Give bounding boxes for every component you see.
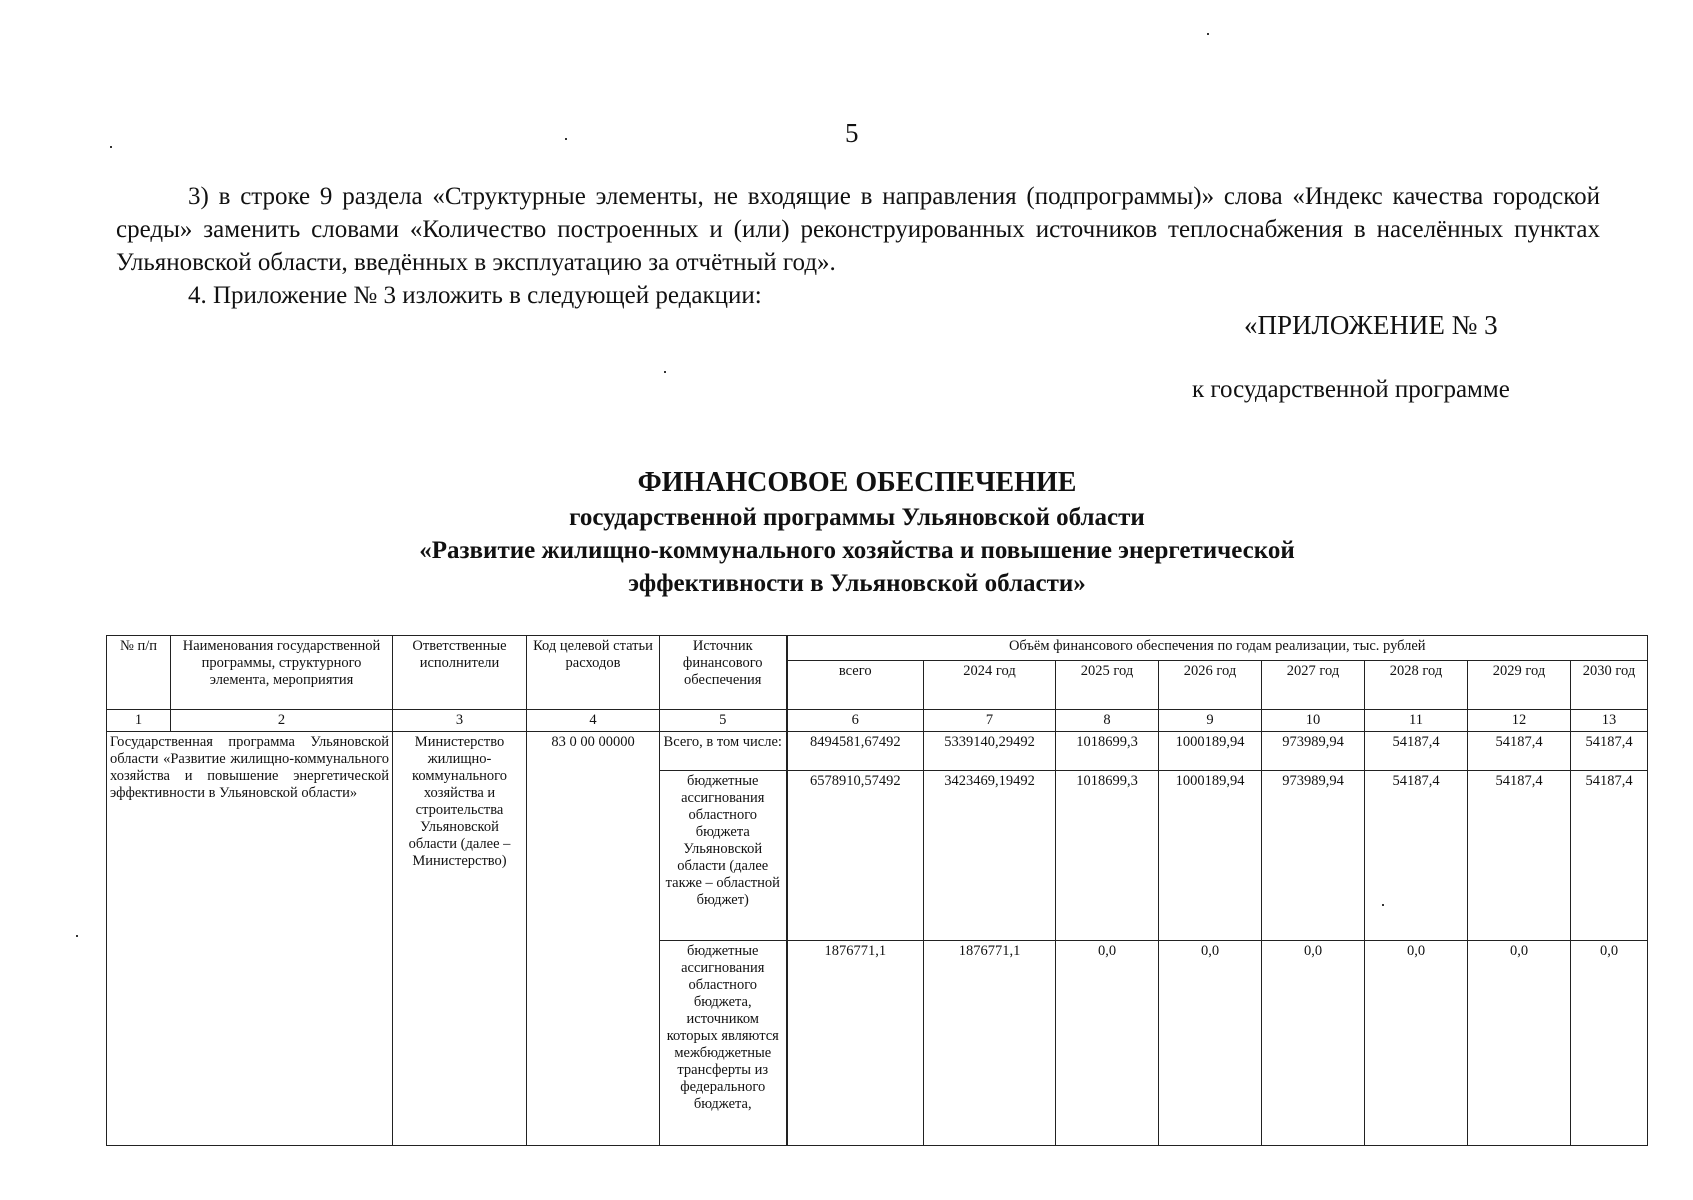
column-number: 5	[660, 710, 787, 732]
value-cell: 973989,94	[1262, 732, 1365, 771]
amendment-paragraph-3: 3) в строке 9 раздела «Структурные элементы, не входящие в направления (подпрограммы)» слова «Индекс качества городской среды» заменить словами «Количество построенных и (или) реконструированных источников теплоснабжения в населённых пунктах Ульяновской области, введённых в эксплуатацию за отчётный год».	[116, 183, 1600, 276]
column-number: 13	[1571, 710, 1648, 732]
value-cell: 0,0	[1365, 941, 1468, 1146]
value-cell: 1876771,1	[787, 941, 924, 1146]
header-total: всего	[787, 661, 924, 710]
column-number-row	[107, 710, 1648, 732]
value-cell: 5339140,29492	[924, 732, 1056, 771]
scan-speck	[76, 935, 78, 937]
amendment-paragraph-4: 4. Приложение № 3 изложить в следующей редакции:	[188, 282, 762, 309]
column-number: 12	[1468, 710, 1571, 732]
table-row	[107, 732, 1648, 771]
value-cell: 1876771,1	[924, 941, 1056, 1146]
column-number: 10	[1262, 710, 1365, 732]
header-num: № п/п	[107, 636, 171, 710]
value-cell: 0,0	[1262, 941, 1365, 1146]
column-number: 4	[527, 710, 660, 732]
value-cell: 3423469,19492	[924, 771, 1056, 941]
scan-speck	[1207, 33, 1209, 35]
page-number: 5	[845, 118, 859, 148]
value-cell: 54187,4	[1571, 732, 1648, 771]
value-cell: 1018699,3	[1056, 771, 1159, 941]
column-number: 9	[1159, 710, 1262, 732]
value-cell: 1000189,94	[1159, 771, 1262, 941]
source-cell-total: Всего, в том числе:	[660, 732, 787, 771]
source-cell-federal: бюджетные ассигнования областного бюджета, источником которых являются межбюджетные трансферты из федерального бюджета,	[660, 941, 787, 1146]
appendix-subtitle: к государственной программе	[1192, 376, 1510, 403]
header-code: Код целевой статьи расходов	[527, 636, 660, 710]
value-cell: 54187,4	[1468, 732, 1571, 771]
executors-cell: Министерство жилищно-коммунального хозяйства и строительства Ульяновской области (далее – Министерство)	[393, 732, 527, 1146]
value-cell: 0,0	[1056, 941, 1159, 1146]
value-cell: 0,0	[1571, 941, 1648, 1146]
heading-line-4: эффективности в Ульяновской области»	[628, 570, 1086, 597]
header-2024: 2024 год	[924, 661, 1056, 710]
value-cell: 54187,4	[1571, 771, 1648, 941]
value-cell: 54187,4	[1365, 771, 1468, 941]
heading-line-3: «Развитие жилищно-коммунального хозяйства и повышение энергетической	[419, 537, 1295, 564]
table-header-row	[107, 636, 1648, 661]
scan-speck	[565, 138, 567, 140]
header-name: Наименования государственной программы, структурного элемента, мероприятия	[171, 636, 393, 710]
heading-line-2: государственной программы Ульяновской области	[569, 504, 1145, 531]
value-cell: 8494581,67492	[787, 732, 924, 771]
value-cell: 54187,4	[1365, 732, 1468, 771]
header-executors: Ответственные исполнители	[393, 636, 527, 710]
document-heading: ФИНАНСОВОЕ ОБЕСПЕЧЕНИЕ	[637, 467, 1077, 498]
header-2026: 2026 год	[1159, 661, 1262, 710]
column-number: 6	[787, 710, 924, 732]
financing-table	[106, 635, 1648, 1146]
column-number: 8	[1056, 710, 1159, 732]
code-cell: 83 0 00 00000	[527, 732, 660, 1146]
value-cell: 54187,4	[1468, 771, 1571, 941]
column-number: 7	[924, 710, 1056, 732]
column-number: 3	[393, 710, 527, 732]
appendix-title: «ПРИЛОЖЕНИЕ № 3	[1244, 310, 1498, 340]
header-2030: 2030 год	[1571, 661, 1648, 710]
header-2028: 2028 год	[1365, 661, 1468, 710]
value-cell: 0,0	[1159, 941, 1262, 1146]
value-cell: 1018699,3	[1056, 732, 1159, 771]
header-volume: Объём финансового обеспечения по годам реализации, тыс. рублей	[787, 636, 1648, 661]
program-name-cell: Государственная программа Ульяновской области «Развитие жилищно-коммунального хозяйства и повышение энергетической эффективности в Ульяновской области»	[107, 732, 393, 1146]
column-number: 1	[107, 710, 171, 732]
header-2025: 2025 год	[1056, 661, 1159, 710]
value-cell: 6578910,57492	[787, 771, 924, 941]
scan-speck	[110, 146, 112, 148]
value-cell: 0,0	[1468, 941, 1571, 1146]
value-cell: 973989,94	[1262, 771, 1365, 941]
source-cell-regional: бюджетные ассигнования областного бюджета Ульяновской области (далее также – областной бюджет)	[660, 771, 787, 941]
header-source: Источник финансового обеспечения	[660, 636, 787, 710]
value-cell: 1000189,94	[1159, 732, 1262, 771]
header-2029: 2029 год	[1468, 661, 1571, 710]
column-number: 11	[1365, 710, 1468, 732]
column-number: 2	[171, 710, 393, 732]
scan-speck	[664, 371, 666, 373]
header-2027: 2027 год	[1262, 661, 1365, 710]
